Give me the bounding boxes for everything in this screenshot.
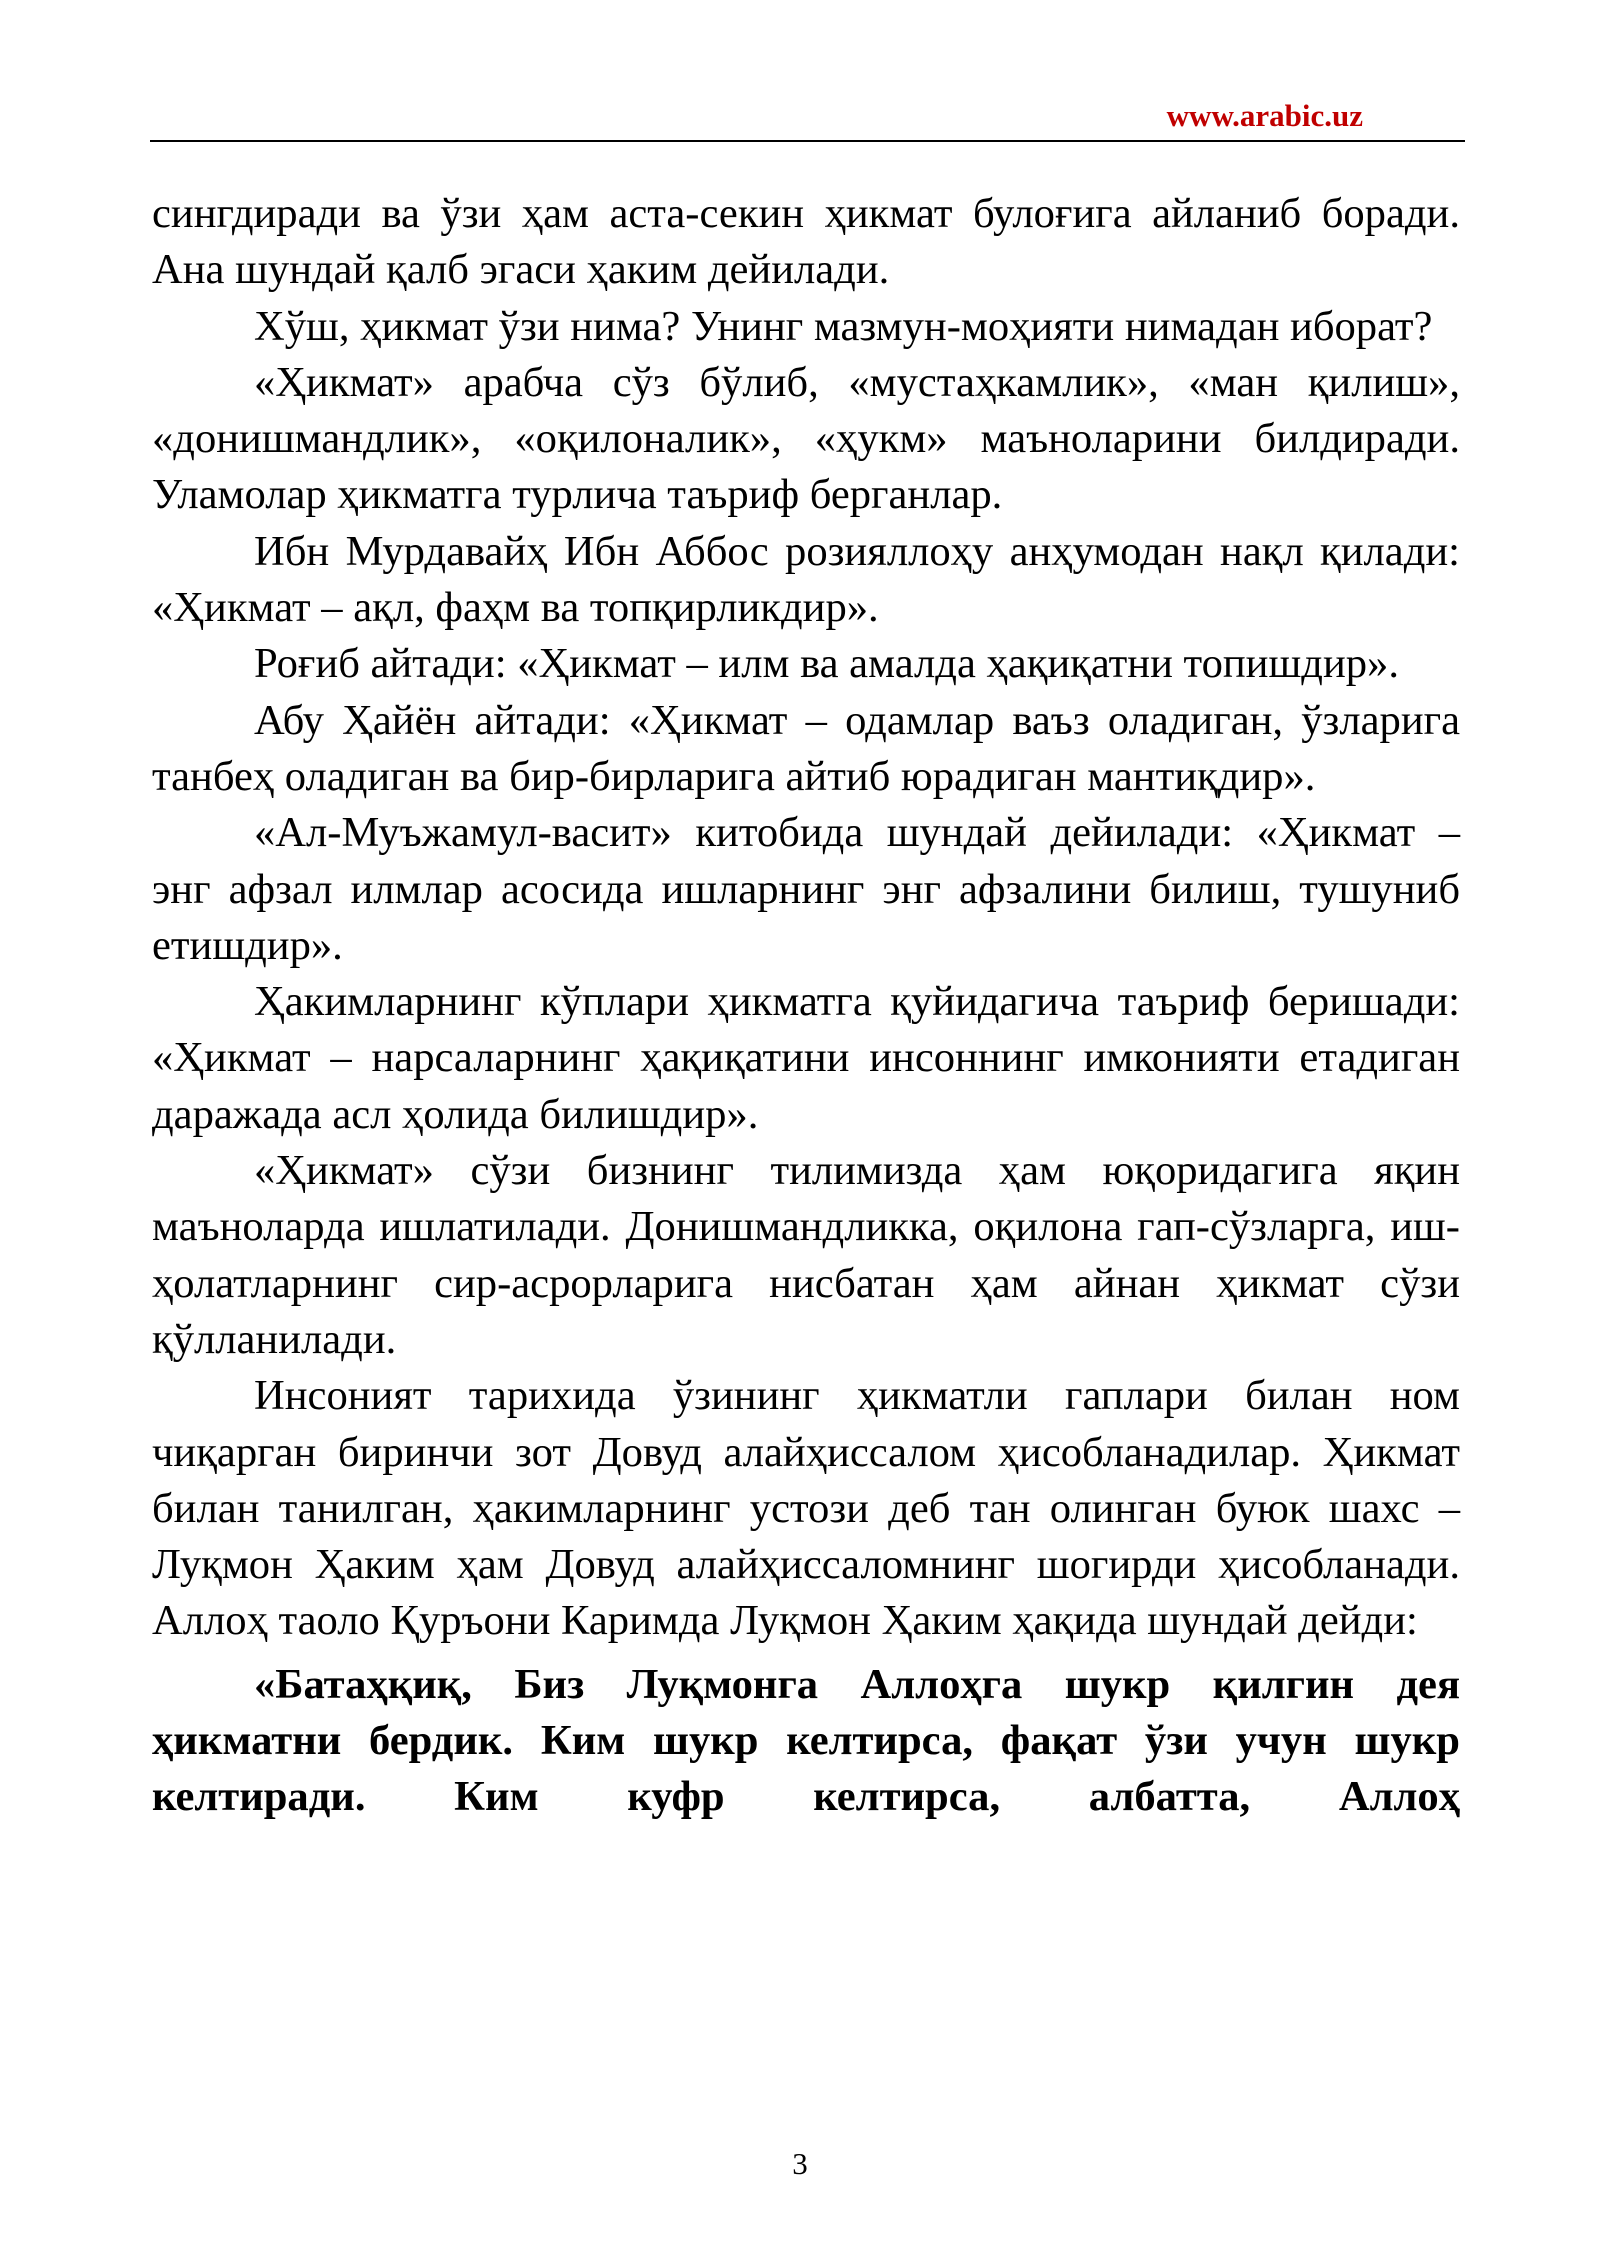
quran-quote: «Батаҳқиқ, Биз Луқмонга Аллоҳга шукр қилгин дея ҳикматни бердик. Ким шукр келтирса, фақат ўзи учун шукр келтиради. Ким куфр келтирса, албатта, Аллоҳ bbox=[152, 1660, 1460, 1821]
paragraph-5: Роғиб айтади: «Ҳикмат – илм ва амалда ҳақиқатни топишдир». bbox=[254, 640, 1399, 688]
paragraph-8: Ҳакимларнинг кўплари ҳикматга қуйидагича таъриф беришади: «Ҳикмат – нарсаларнинг ҳақиқатини инсоннинг имконияти етадиган даражада асл ҳолида билишдир». bbox=[152, 978, 1460, 1138]
paragraph-3: «Ҳикмат» арабча сўз бўлиб, «мустаҳкамлик», «ман қилиш», «донишмандлик», «оқилоналик», «ҳукм» маъноларини билдиради. Уламолар ҳикматга турлича таъриф берганлар. bbox=[152, 358, 1460, 519]
paragraph-7: «Ал-Муъжамул-васит» китобида шундай дейилади: «Ҳикмат – энг афзал илмлар асосида ишларнинг энг афзалини билиш, тушуниб етишдир». bbox=[152, 809, 1460, 969]
paragraph-9: «Ҳикмат» сўзи бизнинг тилимизда ҳам юқоридагига яқин маъноларда ишлатилади. Донишмандликка, оқилона гап-сўзларга, иш-ҳолатларнинг сир-асрорларига нисбатан ҳам айнан ҳикмат сўзи қўлланилади. bbox=[152, 1147, 1460, 1363]
paragraph-10: Инсоният тарихида ўзининг ҳикматли гаплари билан ном чиқарган биринчи зот Довуд алайҳиссалом ҳисобланадилар. Ҳикмат билан танилган, ҳакимларнинг устози деб тан олинган буюк шахс – Луқмон Ҳаким ҳам Довуд алайҳиссаломнинг шогирди ҳисобланади. Аллоҳ таоло Қуръони Каримда Луқмон Ҳаким ҳақида шундай дейди: bbox=[152, 1372, 1460, 1645]
page-body bbox=[152, 186, 1460, 1826]
site-link[interactable]: www.arabic.uz bbox=[1166, 98, 1363, 133]
paragraph-2: Хўш, ҳикмат ўзи нима? Унинг мазмун-моҳияти нимадан иборат? bbox=[254, 302, 1433, 350]
page-number: 3 bbox=[792, 2146, 808, 2181]
paragraph-4: Ибн Мурдавайҳ Ибн Аббос розияллоҳу анҳумодан нақл қилади: «Ҳикмат – ақл, фаҳм ва топқирликдир». bbox=[152, 527, 1460, 632]
header-divider bbox=[150, 140, 1465, 142]
paragraph-1: сингдиради ва ўзи ҳам аста-секин ҳикмат булоғига айланиб боради. Ана шундай қалб эгаси ҳаким дейилади. bbox=[152, 190, 1460, 294]
paragraph-6: Абу Ҳайён айтади: «Ҳикмат – одамлар ваъз оладиган, ўзларига танбеҳ оладиган ва бир-бирларига айтиб юрадиган мантиқдир». bbox=[152, 696, 1460, 800]
